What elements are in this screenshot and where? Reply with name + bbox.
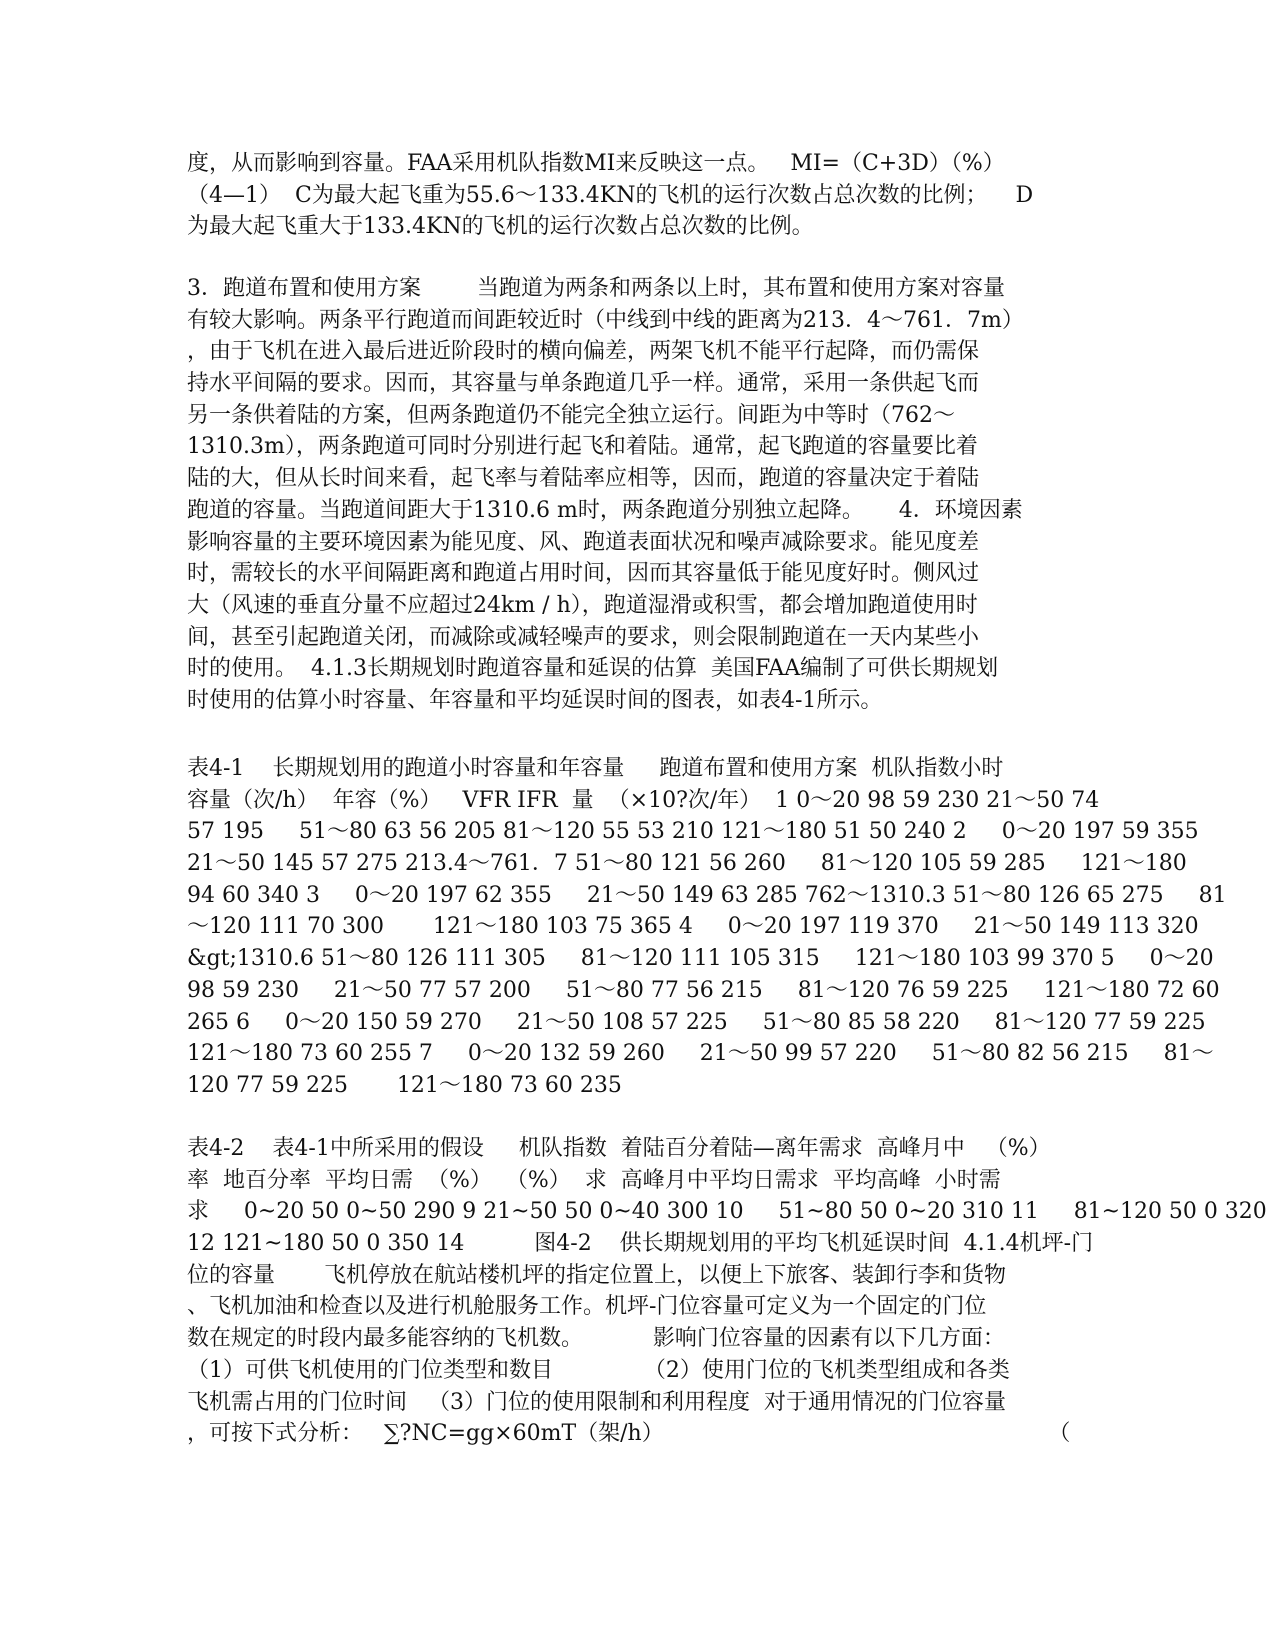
text-line: 表4-1 长期规划用的跑道小时容量和年容量 跑道布置和使用方案 机队指数小时 [187, 756, 1004, 781]
text-line: 另一条供着陆的方案，但两条跑道仍不能完全独立运行。间距为中等时（762～ [187, 402, 955, 428]
text-line: 持水平间隔的要求。因而，其容量与单条跑道几乎一样。通常，采用一条供起飞而 [187, 371, 980, 397]
text-line: 时的使用。 4.1.3长期规划时跑道容量和延误的估算 美国FAA编制了可供长期规划 [187, 656, 999, 682]
text-line: 94 60 340 3 0～20 197 62 355 21～50 149 63 285 762～1310.3 51～80 126 65 275 81 [187, 882, 1227, 908]
paragraph-table-4-2-and-gate-capacity [187, 1133, 1267, 1450]
text-line: ，可按下式分析： ∑?NC=gg×60mT（架/h） （ [187, 1421, 1071, 1447]
text-line: 12 121~180 50 0 350 14 图4-2 供长期规划用的平均飞机延误时间 4.1.4机坪-门 [187, 1231, 1094, 1257]
text-line: 度，从而影响到容量。FAA采用机队指数MI来反映这一点。 MI=（C+3D）（%） [187, 151, 1005, 176]
text-line: 表4-2 表4-1中所采用的假设 机队指数 着陆百分着陆—离年需求 高峰月中 （%） [187, 1136, 1051, 1161]
text-line: 率 地百分率 平均日需 （%） （%） 求 高峰月中平均日需求 平均高峰 小时需 [187, 1167, 1001, 1193]
text-line: 120 77 59 225 121～180 73 60 235 [187, 1072, 622, 1098]
text-line: ，由于飞机在进入最后进近阶段时的横向偏差，两架飞机不能平行起降，而仍需保 [187, 339, 980, 365]
text-line: 大（风速的垂直分量不应超过24km / h），跑道湿滑或积雪，都会增加跑道使用时 [187, 592, 978, 618]
text-line: 98 59 230 21～50 77 57 200 51～80 77 56 215 81～120 76 59 225 121～180 72 60 [187, 977, 1220, 1003]
text-line: 57 195 51～80 63 56 205 81～120 55 53 210 121～180 51 50 240 2 0～20 197 59 355 [187, 819, 1199, 845]
text-line: &gt;1310.6 51～80 126 111 305 81～120 111 105 315 121～180 103 99 370 5 0～20 [187, 946, 1214, 972]
paragraph-runway-layout [187, 273, 1117, 717]
text-line: 位的容量 飞机停放在航站楼机坪的指定位置上，以便上下旅客、装卸行李和货物 [187, 1262, 1006, 1288]
text-line: （4—1） C为最大起飞重为55.6～133.4KN的飞机的运行次数占总次数的比例； D [187, 182, 1034, 208]
text-line: 时，需较长的水平间隔距离和跑道占用时间，因而其容量低于能见度好时。侧风过 [187, 561, 980, 587]
text-line: 影响容量的主要环境因素为能见度、风、跑道表面状况和噪声减除要求。能见度差 [187, 529, 980, 555]
text-line: 1310.3m），两条跑道可同时分别进行起飞和着陆。通常，起飞跑道的容量要比着 [187, 434, 978, 460]
text-line: 陆的大，但从长时间来看，起飞率与着陆率应相等，因而，跑道的容量决定于着陆 [187, 466, 980, 492]
paragraph-fleet-index [187, 148, 1117, 243]
text-line: 跑道的容量。当跑道间距大于1310.6 m时，两条跑道分别独立起降。 4．环境因素 [187, 497, 1023, 523]
text-line: 121～180 73 60 255 7 0～20 132 59 260 21～50 99 57 220 51～80 82 56 215 81～ [187, 1041, 1214, 1067]
text-line: 间，甚至引起跑道关闭，而减除或减轻噪声的要求，则会限制跑道在一天内某些小 [187, 624, 980, 650]
text-line: 求 0~20 50 0~50 290 9 21~50 50 0~40 300 10 51~80 50 0~20 310 11 81~120 50 0 320 [187, 1199, 1267, 1225]
text-line: 飞机需占用的门位时间 （3）门位的使用限制和利用程度 对于通用情况的门位容量 [187, 1389, 1006, 1415]
text-line: ～120 111 70 300 121～180 103 75 365 4 0～20 197 119 370 21～50 149 113 320 [187, 914, 1199, 940]
text-line: 265 6 0～20 150 59 270 21～50 108 57 225 51～80 85 58 220 81～120 77 59 225 [187, 1009, 1206, 1035]
text-line: 时使用的估算小时容量、年容量和平均延误时间的图表，如表4-1所示。 [187, 687, 883, 713]
text-line: 3．跑道布置和使用方案 当跑道为两条和两条以上时，其布置和使用方案对容量 [187, 276, 1005, 301]
text-line: 21～50 145 57 275 213.4～761．7 51～80 121 56 260 81～120 105 59 285 121～180 [187, 851, 1187, 877]
paragraph-table-4-1 [187, 753, 1227, 1102]
text-line: 容量（次/h） 年容（%） VFR IFR 量 （×10?次/年） 1 0～20 98 59 230 21～50 74 [187, 787, 1100, 813]
text-line: 数在规定的时段内最多能容纳的飞机数。 影响门位容量的因素有以下几方面： [187, 1326, 1005, 1352]
text-line: 有较大影响。两条平行跑道而间距较近时（中线到中线的距离为213．4～761．7m） [187, 307, 1024, 333]
text-line: 为最大起飞重大于133.4KN的飞机的运行次数占总次数的比例。 [187, 214, 814, 240]
text-line: （1）可供飞机使用的门位类型和数目 （2）使用门位的飞机类型组成和各类 [187, 1357, 1010, 1383]
text-line: 、飞机加油和检查以及进行机舱服务工作。机坪-门位容量可定义为一个固定的门位 [187, 1294, 987, 1320]
